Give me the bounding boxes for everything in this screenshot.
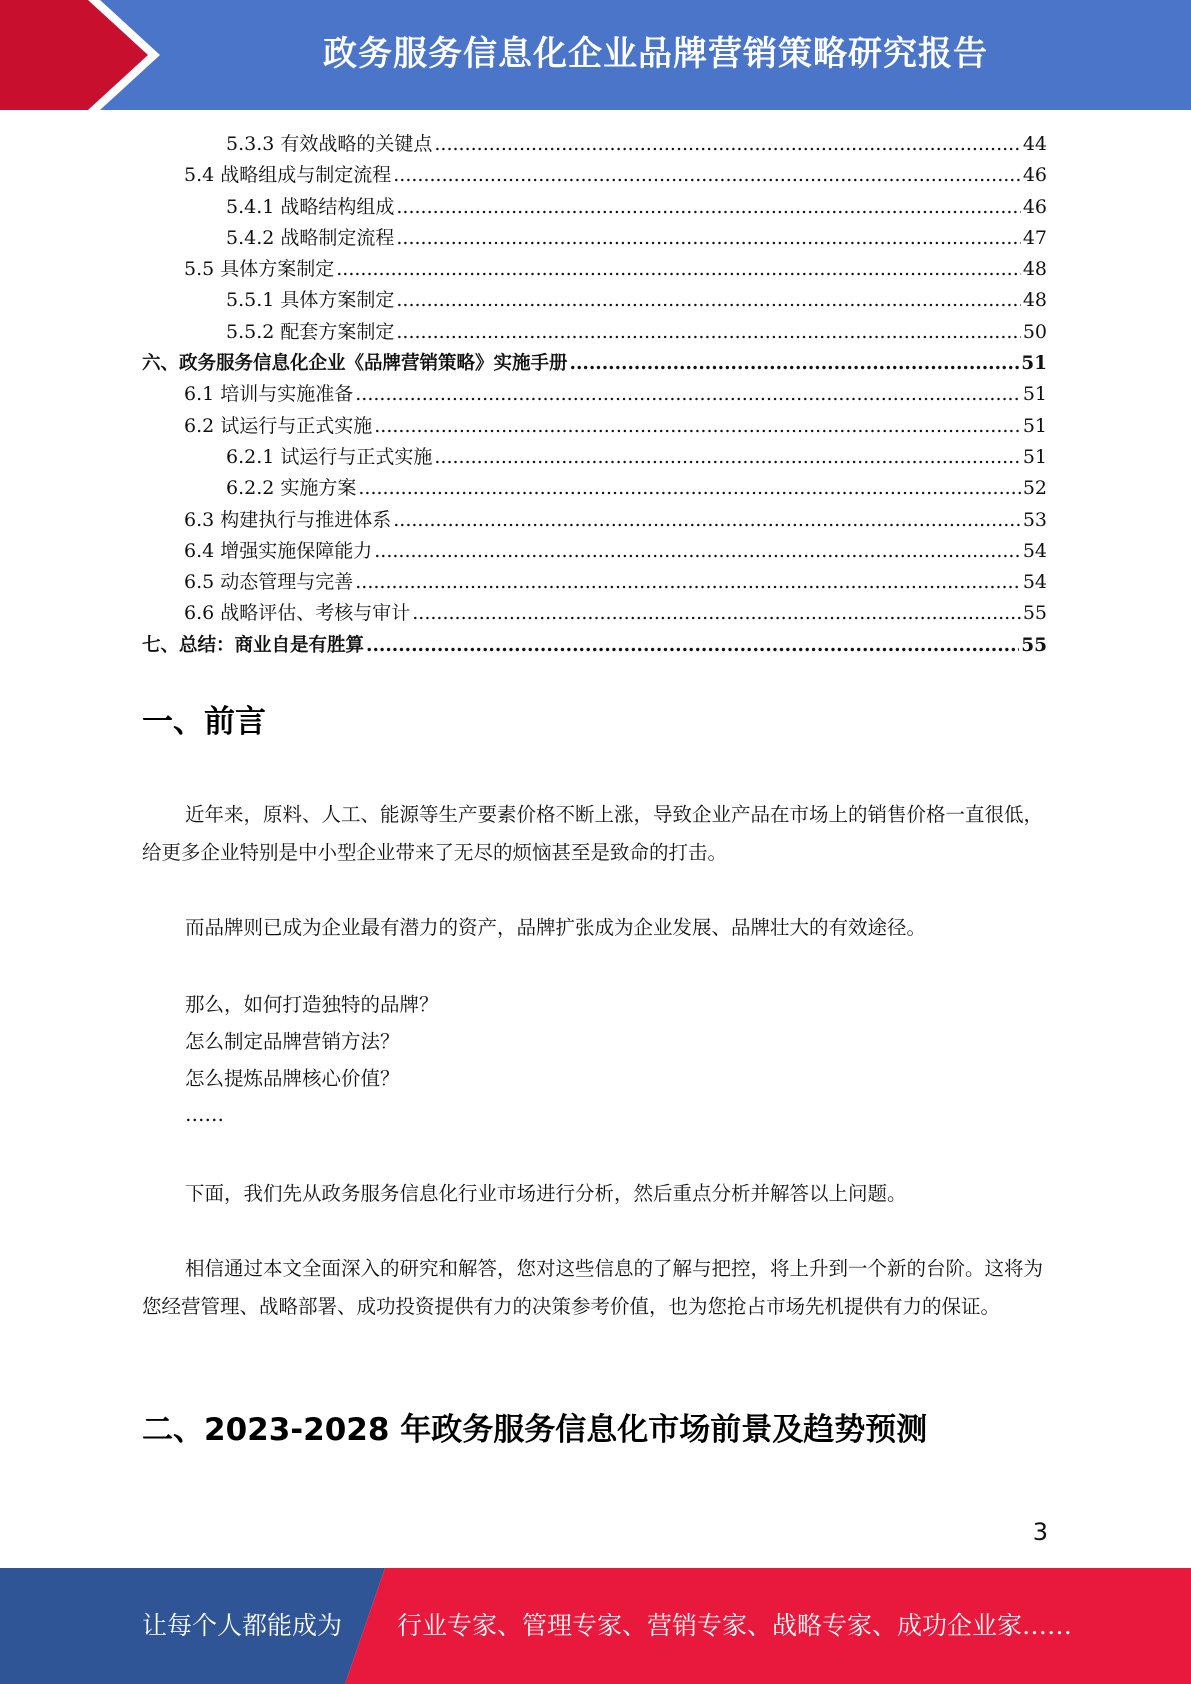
toc-entry[interactable] bbox=[142, 598, 1047, 629]
toc-entry-label: 6.5 动态管理与完善 bbox=[184, 571, 354, 594]
toc-dot-leader bbox=[358, 473, 1020, 504]
toc-entry-label: 6.4 增强实施保障能力 bbox=[184, 539, 373, 562]
toc-dot-leader bbox=[393, 160, 1021, 191]
toc-entry-label: 5.5 具体方案制定 bbox=[184, 258, 335, 281]
toc-entry-page: 52 bbox=[1022, 477, 1047, 500]
toc-dot-leader bbox=[412, 598, 1021, 629]
toc-entry-page: 46 bbox=[1022, 195, 1047, 218]
toc-entry[interactable] bbox=[142, 379, 1047, 410]
toc-entry-label: 5.4.1 战略结构组成 bbox=[226, 195, 395, 218]
page-header bbox=[0, 0, 1191, 110]
header-title: 政务服务信息化企业品牌营销策略研究报告 bbox=[323, 34, 988, 74]
toc-entry-page: 50 bbox=[1022, 320, 1047, 343]
toc-entry-page: 47 bbox=[1022, 226, 1047, 249]
toc-dot-leader bbox=[396, 223, 1020, 254]
toc-entry-label: 6.1 培训与实施准备 bbox=[184, 383, 354, 406]
toc-entry-page: 48 bbox=[1022, 289, 1047, 312]
toc-entry[interactable] bbox=[142, 317, 1047, 348]
toc-entry-page: 51 bbox=[1022, 414, 1047, 437]
toc-dot-leader bbox=[396, 285, 1020, 316]
question-line-1: 那么，如何打造独特的品牌？ bbox=[185, 993, 439, 1016]
intro-paragraph-2: 而品牌则已成为企业最有潜力的资产，品牌扩张成为企业发展、品牌壮大的有效途径。 bbox=[185, 916, 927, 939]
toc-dot-leader bbox=[396, 192, 1020, 223]
toc-entry-label: 6.2 试运行与正式实施 bbox=[184, 414, 373, 437]
toc-dot-leader bbox=[355, 379, 1021, 410]
toc-entry-page: 44 bbox=[1022, 133, 1047, 155]
toc-entry[interactable] bbox=[142, 129, 1047, 160]
toc-entry[interactable] bbox=[142, 223, 1047, 254]
toc-dot-leader bbox=[366, 630, 1019, 661]
toc-entry-label: 七、总结：商业自是有胜算 bbox=[142, 634, 365, 656]
toc-entry-label: 6.2.1 试运行与正式实施 bbox=[226, 445, 433, 468]
toc-dot-leader bbox=[374, 411, 1021, 442]
ellipsis-line: …… bbox=[185, 1103, 224, 1126]
toc-entry-page: 55 bbox=[1022, 602, 1047, 625]
toc-entry-page: 53 bbox=[1022, 508, 1047, 531]
toc-dot-leader bbox=[570, 348, 1020, 379]
toc-entry-page: 51 bbox=[1022, 383, 1047, 406]
toc-entry-label: 六、政务服务信息化企业《品牌营销策略》实施手册 bbox=[142, 353, 568, 375]
toc-entry[interactable] bbox=[142, 411, 1047, 442]
toc-entry-page: 48 bbox=[1022, 258, 1047, 281]
footer-slogan-left: 让每个人都能成为 bbox=[142, 1611, 343, 1640]
footer-slogan-right: 行业专家、管理专家、营销专家、战略专家、成功企业家…… bbox=[397, 1611, 1073, 1640]
toc-entry-label: 5.3.3 有效战略的关键点 bbox=[226, 133, 433, 155]
toc-entry-label: 5.4.2 战略制定流程 bbox=[226, 226, 395, 249]
section-heading-intro: 一、前言 bbox=[142, 704, 266, 740]
toc-entry[interactable] bbox=[142, 442, 1047, 473]
toc-entry[interactable] bbox=[142, 473, 1047, 504]
toc-dot-leader bbox=[355, 567, 1021, 598]
toc-entry-label: 6.6 战略评估、考核与审计 bbox=[184, 602, 411, 625]
toc-entry-page: 55 bbox=[1021, 634, 1047, 656]
toc-dot-leader bbox=[434, 442, 1020, 473]
toc-entry-label: 6.3 构建执行与推进体系 bbox=[184, 508, 392, 531]
toc-entry-page: 54 bbox=[1022, 539, 1047, 562]
toc-dot-leader bbox=[396, 317, 1020, 348]
toc-entry-label: 6.2.2 实施方案 bbox=[226, 477, 357, 500]
toc-dot-leader bbox=[336, 254, 1021, 285]
question-line-3: 怎么提炼品牌核心价值？ bbox=[185, 1067, 400, 1090]
toc-entry[interactable] bbox=[142, 254, 1047, 285]
page-footer bbox=[0, 1568, 1191, 1684]
toc-dot-leader bbox=[434, 129, 1020, 160]
section-heading-market: 二、2023-2028 年政务服务信息化市场前景及趋势预测 bbox=[142, 1412, 928, 1448]
toc-entry[interactable] bbox=[142, 505, 1047, 536]
toc-entry[interactable] bbox=[142, 348, 1047, 379]
intro-paragraph-4: 相信通过本文全面深入的研究和解答，您对这些信息的了解与把控，将上升到一个新的台阶。这将为您经营管理、战略部署、成功投资提供有力的决策参考价值，也为您抢占市场先机提供有力的保证。 bbox=[142, 1257, 1044, 1318]
toc-entry[interactable] bbox=[142, 285, 1047, 316]
toc-entry-page: 46 bbox=[1022, 164, 1047, 187]
toc-dot-leader bbox=[374, 536, 1021, 567]
toc-entry-page: 54 bbox=[1022, 571, 1047, 594]
toc-entry[interactable] bbox=[142, 160, 1047, 191]
question-line-2: 怎么制定品牌营销方法？ bbox=[185, 1030, 400, 1053]
toc-entry-page: 51 bbox=[1021, 353, 1047, 375]
intro-paragraph-3: 下面，我们先从政务服务信息化行业市场进行分析，然后重点分析并解答以上问题。 bbox=[185, 1182, 907, 1205]
toc-entry-label: 5.5.2 配套方案制定 bbox=[226, 320, 395, 343]
header-chevron-icon bbox=[0, 0, 160, 110]
intro-paragraph-1: 近年来，原料、人工、能源等生产要素价格不断上涨，导致企业产品在市场上的销售价格一直很低，给更多企业特别是中小型企业带来了无尽的烦恼甚至是致命的打击。 bbox=[142, 803, 1044, 864]
toc-dot-leader bbox=[393, 505, 1021, 536]
toc-entry-page: 51 bbox=[1022, 445, 1047, 468]
toc-entry[interactable] bbox=[142, 192, 1047, 223]
toc-entry[interactable] bbox=[142, 630, 1047, 661]
toc-entry-label: 5.5.1 具体方案制定 bbox=[226, 289, 395, 312]
toc-entry-label: 5.4 战略组成与制定流程 bbox=[184, 164, 392, 187]
toc-entry[interactable] bbox=[142, 567, 1047, 598]
toc-entry[interactable] bbox=[142, 536, 1047, 567]
page-number: 3 bbox=[1032, 1518, 1048, 1546]
table-of-contents bbox=[142, 129, 1047, 661]
